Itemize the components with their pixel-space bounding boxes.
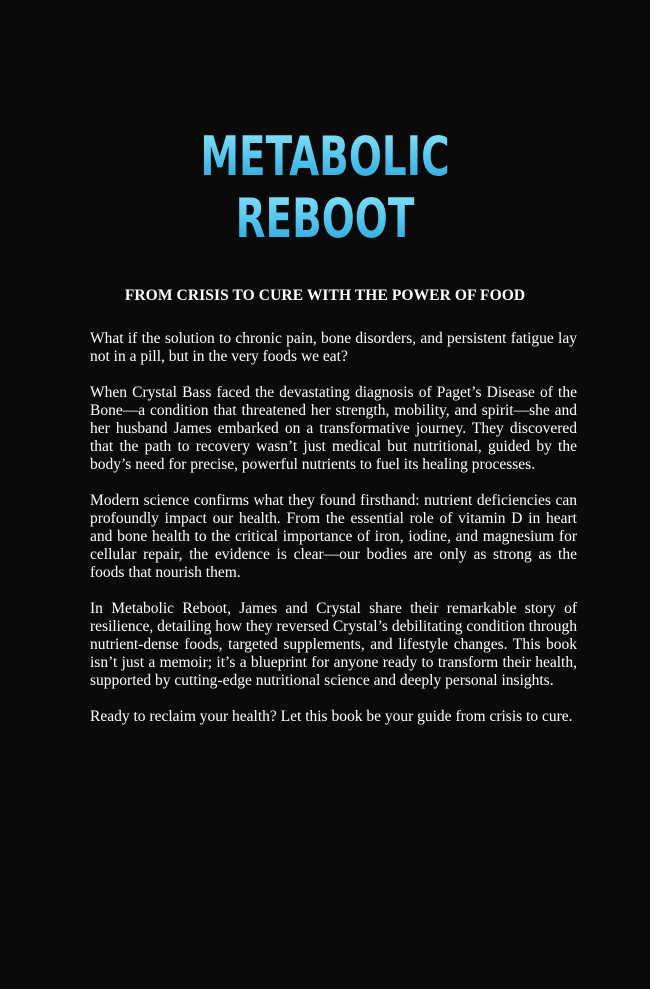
book-subtitle: FROM CRISIS TO CURE WITH THE POWER OF FOOD [124, 287, 526, 304]
book-title [0, 126, 650, 250]
blurb-paragraph-2: When Crystal Bass faced the devastating diagnosis of Paget’s Disease of the Bone—a condition that threatened her strength, mobility, and spirit—she and her husband James embarked on a transformative journey. They discovered that the path to recovery wasn’t just medical but nutritional, guided by the body’s need for precise, powerful nutrients to fuel its healing processes. [90, 384, 577, 473]
blurb-paragraph-3: Modern science confirms what they found firsthand: nutrient deficiencies can profoundly impact our health. From the essential role of vitamin D in heart and bone health to the critical importance of iron, iodine, and magnesium for cellular repair, the evidence is clear—our bodies are only as strong as the foods that nourish them. [90, 492, 577, 581]
book-title-line-2: REBOOT [91, 188, 559, 250]
blurb-paragraph-4: In Metabolic Reboot, James and Crystal share their remarkable story of resilience, detailing how they reversed Crystal’s debilitating condition through nutrient-dense foods, targeted supplements, and lifestyle changes. This book isn’t just a memoir; it’s a blueprint for anyone ready to transform their health, supported by cutting-edge nutritional science and deeply personal insights. [90, 600, 577, 689]
blurb-paragraph-1: What if the solution to chronic pain, bone disorders, and persistent fatigue lay not in a pill, but in the very foods we eat? [90, 330, 577, 365]
blurb-paragraph-5: Ready to reclaim your health? Let this book be your guide from crisis to cure. [90, 708, 573, 725]
blurb [90, 330, 577, 744]
book-title-line-1: METABOLIC [91, 126, 559, 188]
